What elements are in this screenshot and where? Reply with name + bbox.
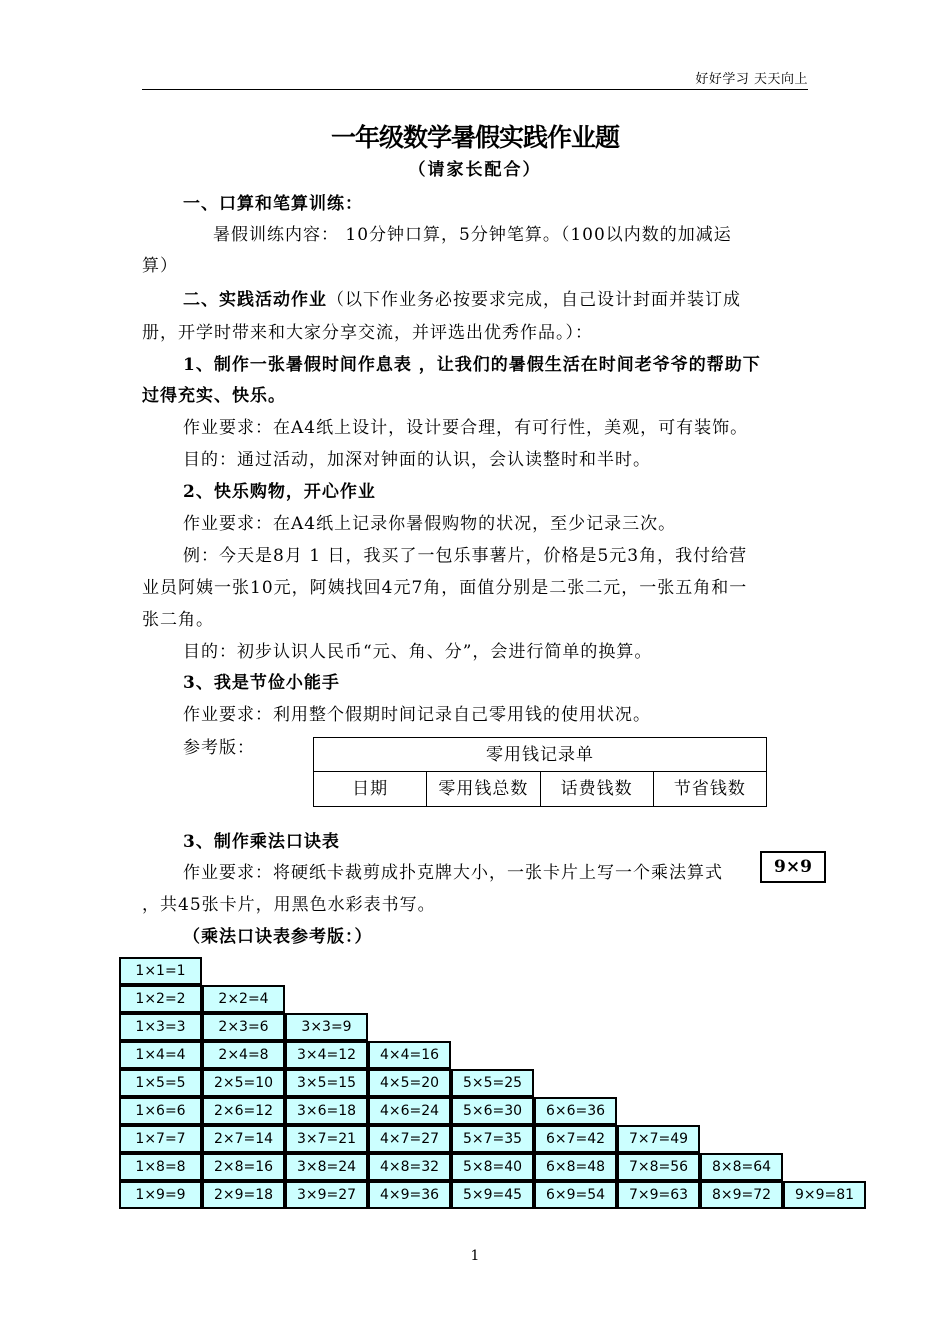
mult-table-cell: 3×5=15 — [285, 1069, 368, 1097]
mult-table-cell: 4×9=36 — [368, 1181, 451, 1209]
column-header-total: 零用钱总数 — [427, 772, 540, 807]
mult-table-cell: 6×9=54 — [534, 1181, 617, 1209]
mult-table-cell: 3×7=21 — [285, 1125, 368, 1153]
mult-table-cell: 6×7=42 — [534, 1125, 617, 1153]
mult-table-cell: 1×3=3 — [119, 1013, 202, 1041]
mult-table-cell: 3×8=24 — [285, 1153, 368, 1181]
pocket-money-table-title: 零用钱记录单 — [314, 738, 766, 772]
paragraph-line: 业员阿姨一张10元，阿姨找回4元7角，面值分别是二张二元，一张五角和一 — [142, 578, 748, 598]
mult-table-cell: 1×8=8 — [119, 1153, 202, 1181]
header-rule — [142, 89, 808, 90]
mult-table-cell: 1×9=9 — [119, 1181, 202, 1209]
task-heading-2: 2、快乐购物，开心作业 — [183, 482, 376, 502]
paragraph-line: 例：今天是8月 1 日，我买了一包乐事薯片，价格是5元3角，我付给营 — [183, 546, 748, 566]
mult-table-cell: 6×6=36 — [534, 1097, 617, 1125]
paragraph-line: 作业要求：在A4纸上设计，设计要合理，有可行性，美观，可有装饰。 — [183, 418, 749, 438]
mult-table-cell: 7×8=56 — [617, 1153, 700, 1181]
mult-table-cell: 2×6=12 — [202, 1097, 285, 1125]
mult-table-cell: 1×7=7 — [119, 1125, 202, 1153]
mult-table-cell: 4×6=24 — [368, 1097, 451, 1125]
mult-table-caption: （乘法口诀表参考版：） — [183, 927, 373, 947]
paragraph-line: 目的：通过活动，加深对钟面的认识，会认读整时和半时。 — [183, 450, 651, 470]
paragraph-line: ，共45张卡片，用黑色水彩表书写。 — [142, 895, 436, 915]
task-heading-1-cont: 过得充实、快乐。 — [142, 386, 286, 406]
mult-table-cell: 2×2=4 — [202, 985, 285, 1013]
pocket-money-table-header-row — [314, 772, 766, 807]
column-header-spent: 话费钱数 — [541, 772, 654, 807]
mult-table-cell: 8×9=72 — [700, 1181, 783, 1209]
mult-table-cell: 3×4=12 — [285, 1041, 368, 1069]
header-motto: 好好学习 天天向上 — [695, 72, 808, 87]
mult-table-cell: 1×2=2 — [119, 985, 202, 1013]
paragraph-line: 作业要求：在A4纸上记录你暑假购物的状况，至少记录三次。 — [183, 514, 677, 534]
mult-table-cell: 8×8=64 — [700, 1153, 783, 1181]
mult-table-cell: 4×7=27 — [368, 1125, 451, 1153]
mult-table-cell: 1×5=5 — [119, 1069, 202, 1097]
pocket-money-table — [313, 737, 767, 807]
mult-table-cell: 5×5=25 — [451, 1069, 534, 1097]
mult-table-cell: 5×7=35 — [451, 1125, 534, 1153]
paragraph-line: 算） — [142, 256, 178, 276]
paragraph-line: 张二角。 — [142, 610, 214, 630]
paragraph-line: 目的：初步认识人民币“元、角、分”，会进行简单的换算。 — [183, 642, 653, 662]
section-heading-2 — [183, 285, 741, 310]
paragraph-line: 册，开学时带来和大家分享交流，并评选出优秀作品。）： — [142, 323, 593, 343]
mult-table-cell: 3×3=9 — [285, 1013, 368, 1041]
mult-table-cell: 5×8=40 — [451, 1153, 534, 1181]
mult-table-cell: 6×8=48 — [534, 1153, 617, 1181]
paragraph-line: 作业要求：利用整个假期时间记录自己零用钱的使用状况。 — [183, 705, 651, 725]
page-title: 一年级数学暑假实践作业题 — [330, 123, 619, 152]
mult-table-cell: 2×3=6 — [202, 1013, 285, 1041]
mult-table-cell: 7×9=63 — [617, 1181, 700, 1209]
mult-table-cell: 4×5=20 — [368, 1069, 451, 1097]
mult-table-cell: 4×8=32 — [368, 1153, 451, 1181]
mult-table-cell: 2×4=8 — [202, 1041, 285, 1069]
mult-table-cell: 2×5=10 — [202, 1069, 285, 1097]
mult-table-cell: 2×7=14 — [202, 1125, 285, 1153]
section-heading-2-title: 二、实践活动作业 — [183, 290, 327, 310]
card-example-box: 9×9 — [760, 851, 826, 883]
mult-table-cell: 1×4=4 — [119, 1041, 202, 1069]
mult-table-cell: 2×9=18 — [202, 1181, 285, 1209]
task-heading-4: 3、制作乘法口诀表 — [183, 832, 340, 852]
task-heading-1: 1、制作一张暑假时间作息表 ，让我们的暑假生活在时间老爷爷的帮助下 — [183, 355, 761, 375]
page-number: 1 — [470, 1248, 480, 1264]
mult-table-cell: 5×9=45 — [451, 1181, 534, 1209]
paragraph-line: 暑假训练内容： 10分钟口算，5分钟笔算。（100以内数的加减运 — [213, 225, 732, 245]
mult-table-cell: 7×7=49 — [617, 1125, 700, 1153]
mult-table-cell: 5×6=30 — [451, 1097, 534, 1125]
mult-table-cell: 9×9=81 — [783, 1181, 866, 1209]
mult-table-cell: 2×8=16 — [202, 1153, 285, 1181]
section-heading-2-note: （以下作业务必按要求完成，自己设计封面并装订成 — [327, 290, 741, 310]
paragraph-line: 作业要求：将硬纸卡裁剪成扑克牌大小，一张卡片上写一个乘法算式 — [183, 863, 723, 883]
column-header-date: 日期 — [314, 772, 427, 807]
mult-table-cell: 1×6=6 — [119, 1097, 202, 1125]
mult-table-cell: 1×1=1 — [119, 957, 202, 985]
reference-label: 参考版： — [183, 738, 255, 758]
mult-table-cell: 3×6=18 — [285, 1097, 368, 1125]
section-heading-1: 一、口算和笔算训练： — [183, 194, 363, 214]
column-header-saved: 节省钱数 — [673, 779, 746, 799]
page-subtitle: （请家长配合） — [408, 160, 542, 180]
task-heading-3: 3、我是节俭小能手 — [183, 673, 340, 693]
mult-table-cell: 3×9=27 — [285, 1181, 368, 1209]
mult-table-cell: 4×4=16 — [368, 1041, 451, 1069]
